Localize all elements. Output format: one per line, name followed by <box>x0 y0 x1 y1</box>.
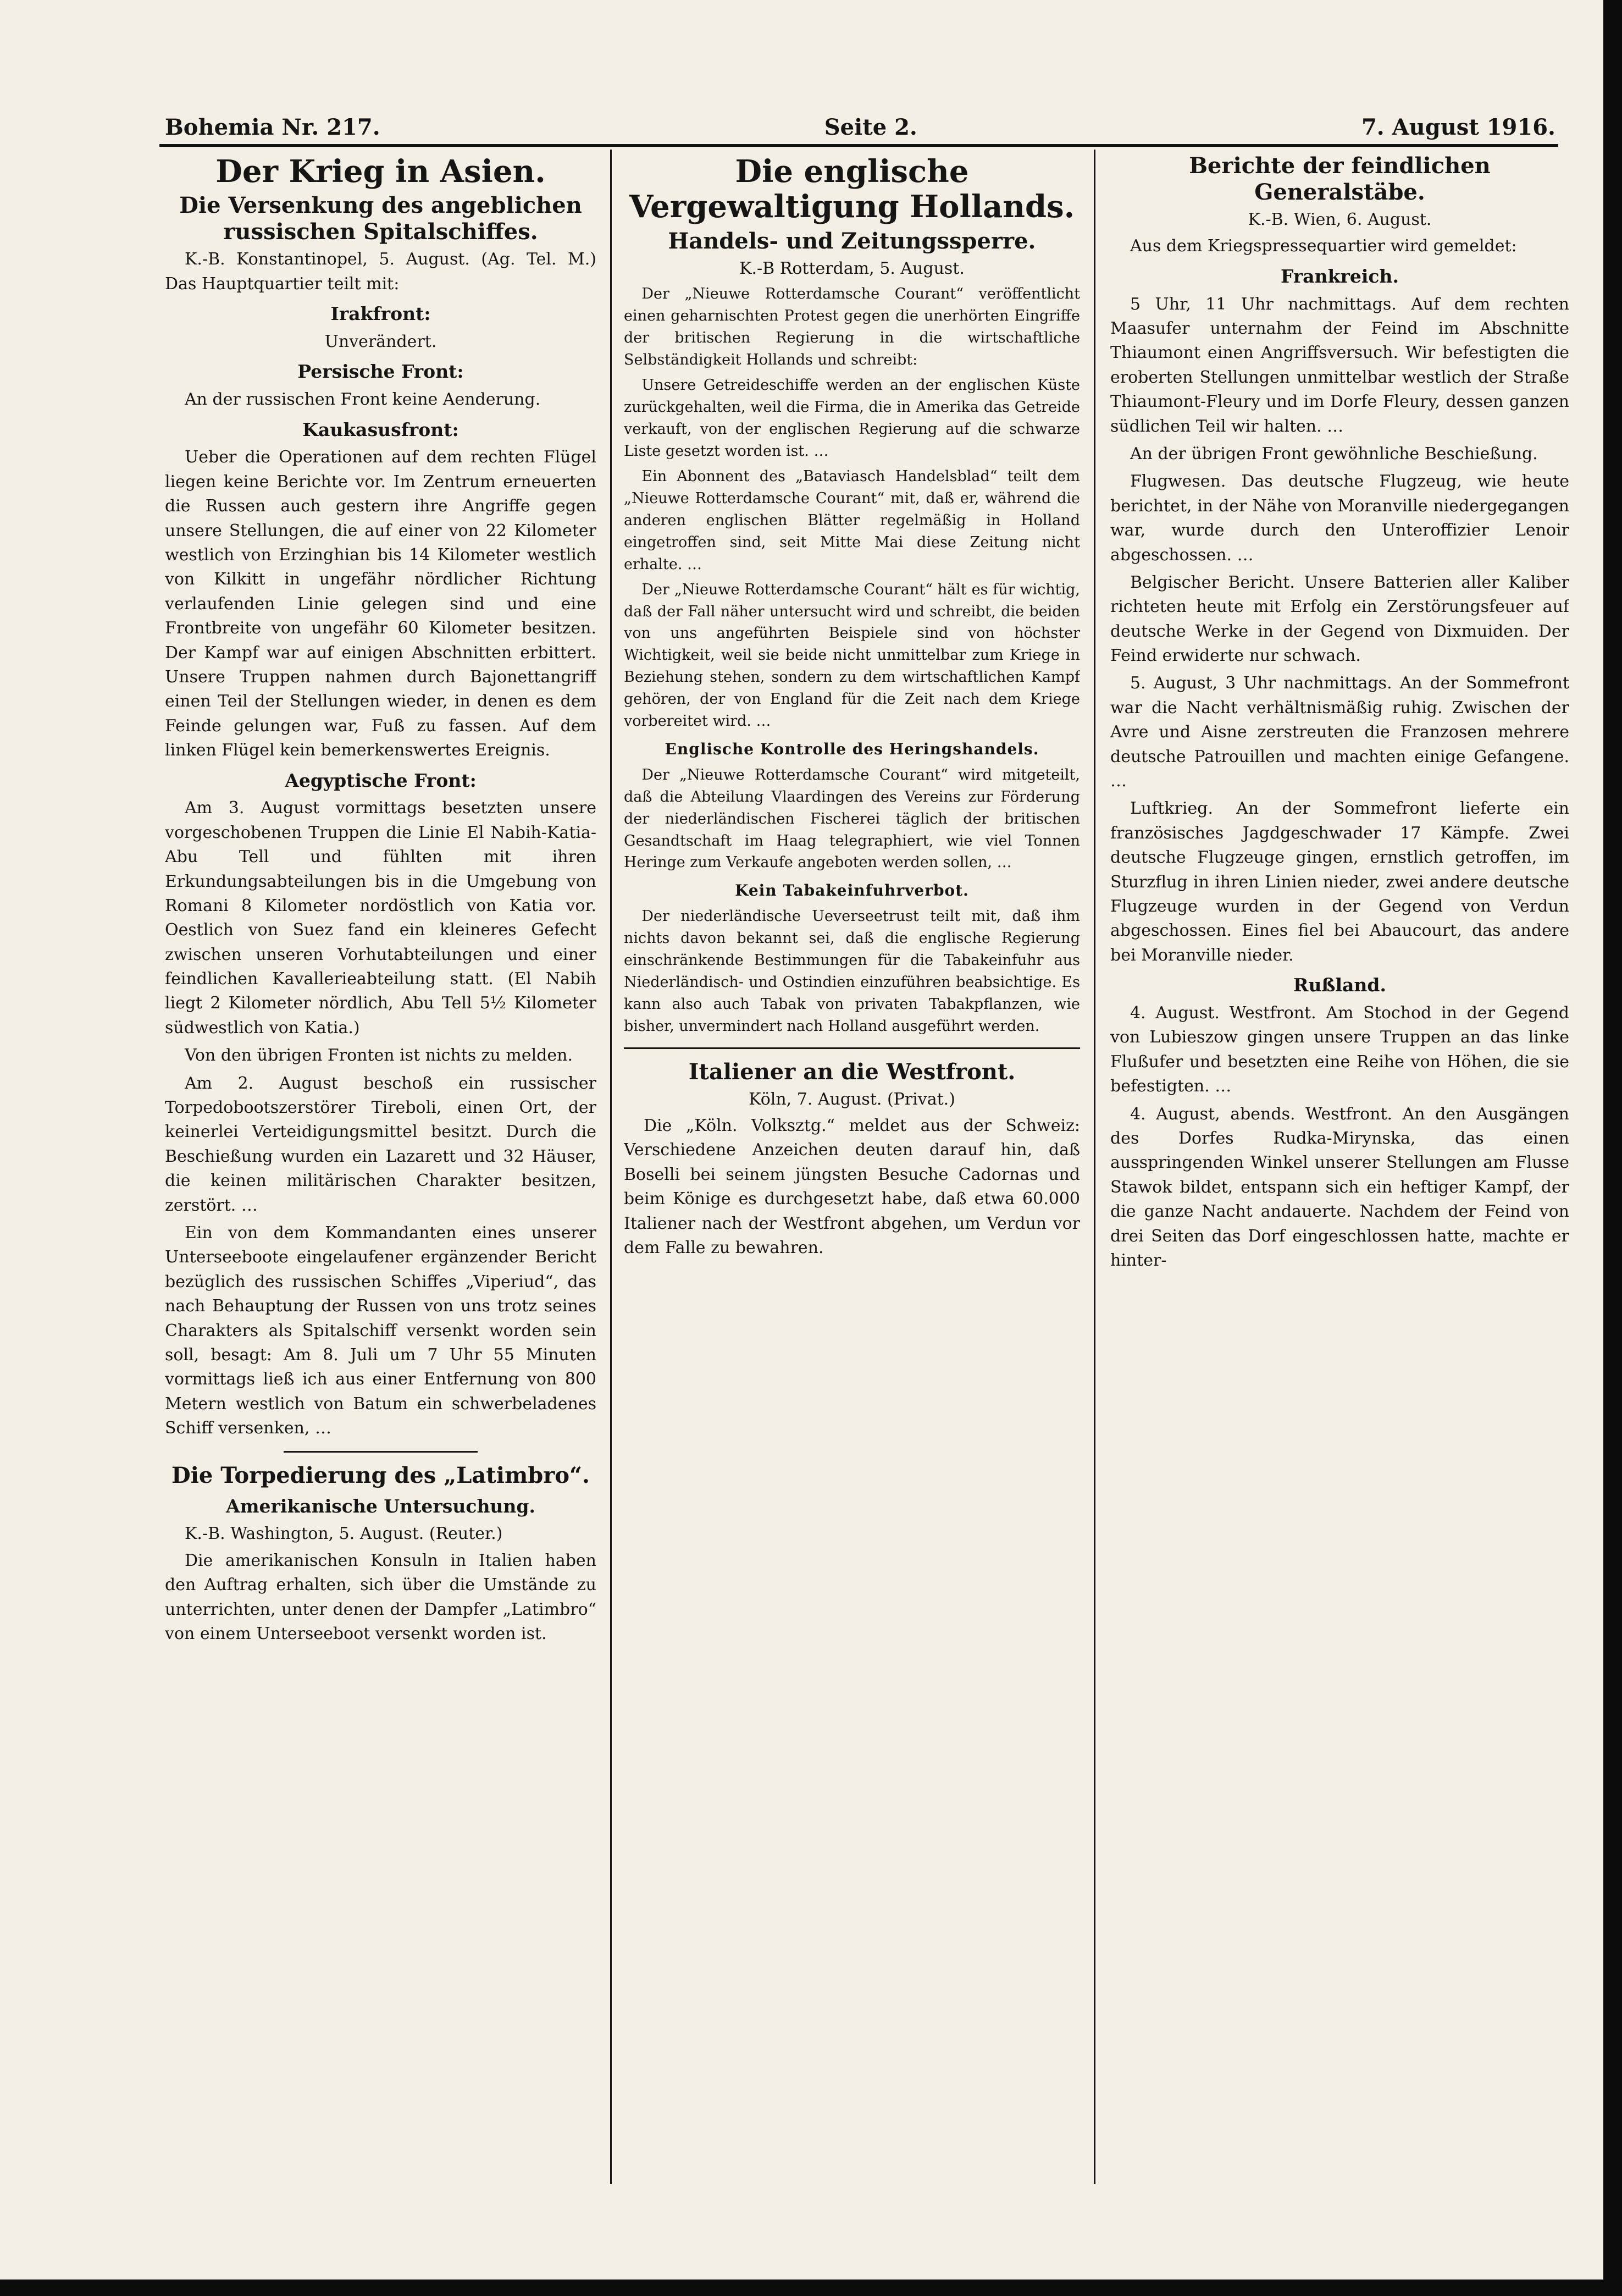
section-egyptian-front: Aegyptische Front: <box>285 769 477 791</box>
text-tobacco: Der niederländische Ueverseetrust teilt mit, daß ihm nichts davon bekannt sei, daß die englische Regierung einschränkende Bestimmungen für die Tabakeinfuhr aus Niederländisch- und Ostindien einzuführen beabsichtige. Es kann also auch Tabak von privaten Tabakpflanzen, wie bisher, unvermindert nach Holland ausgeführt werden. <box>624 907 1080 1035</box>
section-tobacco: Kein Tabakeinfuhrverbot. <box>735 881 969 900</box>
article-title-italians: Italiener an die Westfront. <box>688 1058 1016 1085</box>
text-tireboli: Am 2. August beschoß ein russischer Torpedobootszerstörer Tireboli, einen Ort, der keinerlei Verteidigungsmittel besitzt. Durch die Beschießung wurden ein Lazarett und 32 Häuser, die keinen militärischen Charakter besitzen, zerstört. … <box>165 1073 596 1215</box>
text-latimbro: Die amerikanischen Konsuln in Italien haben den Auftrag erhalten, sich über die Umstände zu unterrichten, unter denen der Dampfer „Latimbro“ von einem Unterseeboot versenkt worden ist. <box>165 1550 596 1643</box>
dateline-constantinople: K.-B. Konstantinopel, 5. August. (Ag. Tel. M.) Das Hauptquartier teilt mit: <box>165 250 596 294</box>
text-italians: Die „Köln. Volksztg.“ meldet aus der Schweiz: Verschiedene Anzeichen deuten darauf hin, daß Boselli bei seinem jüngsten Besuche Cadornas und beim Könige es durchgesetzt habe, daß etwa 60.000 Italiener nach der Westfront abgehen, um Verdun vor dem Falle zu bewahren. <box>624 1116 1080 1257</box>
section-russia: Rußland. <box>1293 974 1386 996</box>
text-france-1: 5 Uhr, 11 Uhr nachmittags. Auf dem rechten Maasufer unternahm der Feind im Abschnitte Thiaumont einen Angriffsversuch. Wir befestigten die eroberten Stellungen unmittelbar westlich der Straße Thiaumont-Fleury und im Dorfe Fleury, dessen ganzen südlichen Teil wir halten. … <box>1110 294 1569 436</box>
scan-border-right <box>1603 0 1622 2296</box>
text-air-war: Luftkrieg. An der Sommefront lieferte ein französisches Jagdgeschwader 17 Kämpfe. Zwei deutsche Flugzeuge gingen, ernstlich getroffen, im Sturzflug in ihren Linien nieder, zwei andere deutsche Flugzeuge wurden in der Gegend von Verdun abgeschossen. Eines fiel bei Abaucourt, das andere bei Moranville nieder. <box>1110 799 1569 965</box>
article-separator-2 <box>624 1047 1080 1049</box>
text-other-fronts: Von den übrigen Fronten ist nichts zu melden. <box>185 1046 573 1066</box>
text-persian-front: An der russischen Front keine Aenderung. <box>185 390 541 410</box>
dateline-cologne: Köln, 7. August. (Privat.) <box>749 1089 955 1109</box>
text-holland-3: Ein Abonnent des „Bataviasch Handelsblad“ teilt dem „Nieuwe Rotterdamsche Courant“ mit, daß er, während die anderen englischen Blätter regelmäßig in Holland eingetroffen sind, seit Mitte Mai diese Zeitung nicht erhalte. … <box>624 467 1080 573</box>
dateline-vienna: K.-B. Wien, 6. August. <box>1248 210 1432 229</box>
text-holland-2: Unsere Getreideschiffe werden an der englischen Küste zurückgehalten, weil die Firma, die in Amerika das Getreide verkauft, von der englischen Regierung auf die schwarze Liste gesetzt worden ist. … <box>624 376 1080 460</box>
article-title-holland: Die englische Vergewaltigung Hollands. <box>629 153 1075 225</box>
text-aviation: Flugwesen. Das deutsche Flugzeug, wie heute berichtet, in der Nähe von Moranville niedergegangen war, wurde durch den Unteroffizier Lenoir abgeschossen. … <box>1110 472 1569 565</box>
article-subtitle-holland: Handels- und Zeitungssperre. <box>668 228 1036 254</box>
page-header <box>165 107 1555 140</box>
dateline-rotterdam: K.-B Rotterdam, 5. August. <box>739 258 965 278</box>
article-title-asia: Der Krieg in Asien. <box>215 153 546 190</box>
column-divider-1 <box>610 150 612 2184</box>
header-rule <box>159 144 1558 147</box>
text-irakfront: Unverändert. <box>324 332 437 351</box>
header-issue: Bohemia Nr. 217. <box>165 114 380 140</box>
text-caucasus-front: Ueber die Operationen auf dem rechten Flügel liegen keine Berichte vor. Im Zentrum erneuerten die Russen auch gestern ihre Angriffe gegen unsere Stellungen, die auf einer von 22 Kilometer westlich von Erzinghian bis 14 Kilometer westlich von Kilkitt in ungefähr nördlicher Richtung verlaufenden Linie gelegen sind und eine Frontbreite von ungefähr 60 Kilometer besitzen. Der Kampf war auf einigen Abschnitten erbittert. Unsere Truppen nahmen durch Bajonettangriff einen Teil der Stellungen wieder, in denen es dem Feinde gelungen war, Fuß zu fassen. Auf dem linken Flügel kein bemerkenswertes Ereignis. <box>165 448 596 760</box>
column-1 <box>165 150 596 2184</box>
article-subtitle-latimbro: Amerikanische Untersuchung. <box>226 1495 535 1517</box>
text-reports-intro: Aus dem Kriegspressequartier wird gemeldet: <box>1130 236 1517 256</box>
column-3 <box>1110 150 1569 2184</box>
section-irakfront: Irakfront: <box>330 303 431 325</box>
text-holland-1: Der „Nieuwe Rotterdamsche Courant“ veröffentlicht einen geharnischten Protest gegen die unerhörten Eingriffe der britischen Regierung in die wirtschaftliche Selbständigkeit Hollands und schreibt: <box>624 285 1080 369</box>
text-egyptian-front: Am 3. August vormittags besetzten unsere vorgeschobenen Truppen die Linie El Nabih-Katia-Abu Tell und fühlten mit ihren Erkundungsabteilungen bis in die Umgebung von Romani 8 Kilometer nordöstlich von Katia vor. Oestlich von Suez fand ein kleineres Gefecht zwischen unseren Vorhutabteilungen und einer feindlichen Kavallerieabteilung statt. (El Nabih liegt 2 Kilometer nördlich, Abu Tell 5½ Kilometer südwestlich von Katia.) <box>165 798 596 1037</box>
article-title-reports: Berichte der feindlichen Generalstäbe. <box>1189 153 1491 205</box>
text-belgian-report: Belgischer Bericht. Unsere Batterien aller Kaliber richteten heute mit Erfolg ein Zerstörungsfeuer auf deutsche Werke in der Gegend von Dixmuiden. Der Feind erwiderte nur schwach. <box>1110 572 1569 666</box>
text-holland-4: Der „Nieuwe Rotterdamsche Courant“ hält es für wichtig, daß der Fall näher untersucht wird und schreibt, die beiden von uns angeführten Beispiele sind von höchster Wichtigkeit, weil sie beide nicht unmittelbar zum Kriege in Beziehung stehen, sondern zu dem wirtschaftlichen Kampf gehören, der von England für die Zeit nach dem Kriege vorbereitet wird. … <box>624 581 1080 730</box>
column-2 <box>624 150 1080 2184</box>
text-herring: Der „Nieuwe Rotterdamsche Courant“ wird mitgeteilt, daß die Abteilung Vlaardingen des Vereins zur Förderung der niederländischen Fischerei täglich der britischen Gesandtschaft im Haag telegraphiert, wie viel Tonnen Heringe zum Verkaufe angeboten werden sollen, … <box>624 766 1080 871</box>
text-france-2: An der übrigen Front gewöhnliche Beschießung. <box>1130 444 1538 463</box>
dateline-washington: K.-B. Washington, 5. August. (Reuter.) <box>185 1524 503 1544</box>
header-date: 7. August 1916. <box>1361 114 1555 140</box>
article-subtitle-asia: Die Versenkung des angeblichen russischen Spitalschiffes. <box>179 192 582 245</box>
text-somme: 5. August, 3 Uhr nachmittags. An der Sommefront war die Nacht verhältnismäßig ruhig. Zwischen der Avre und Aisne zerstreuten die Franzosen mehrere deutsche Patrouillen und machten einige Gefangene. … <box>1110 674 1569 791</box>
text-viperiud: Ein von dem Kommandanten eines unserer Unterseeboote eingelaufener ergänzender Bericht bezüglich des russischen Schiffes „Viperiud“, das nach Behauptung der Russen von uns trotz seines Charakters als Spitalschiff versenkt worden sein soll, besagt: Am 8. Juli um 7 Uhr 55 Minuten vormittags ließ ich aus einer Entfernung von 800 Metern westlich von Batum ein schwerbeladenes Schiff versenken, … <box>165 1223 596 1438</box>
text-russia-2: 4. August, abends. Westfront. An den Ausgängen des Dorfes Rudka-Mirynska, das einen ausspringenden Winkel unserer Stellungen am Flusse Stawok bildet, entspann sich ein heftiger Kampf, der die ganze Nacht andauerte. Nachdem der Feind von drei Seiten das Dorf eingeschlossen hatte, machte er hinter- <box>1110 1104 1569 1270</box>
section-persian-front: Persische Front: <box>297 361 464 383</box>
text-russia-1: 4. August. Westfront. Am Stochod in der Gegend von Lubieszow gingen unsere Truppen an das linke Flußufer und besetzten eine Reihe von Höhen, die sie befestigten. … <box>1110 1003 1569 1096</box>
header-page-number: Seite 2. <box>824 114 917 140</box>
scan-border-bottom <box>0 2280 1622 2296</box>
section-caucasus-front: Kaukasusfront: <box>302 418 459 440</box>
article-separator <box>284 1451 478 1453</box>
article-title-latimbro: Die Torpedierung des „Latimbro“. <box>171 1462 590 1488</box>
section-herring: Englische Kontrolle des Heringshandels. <box>665 740 1039 759</box>
column-divider-2 <box>1094 150 1095 2184</box>
section-france: Frankreich. <box>1281 265 1399 287</box>
